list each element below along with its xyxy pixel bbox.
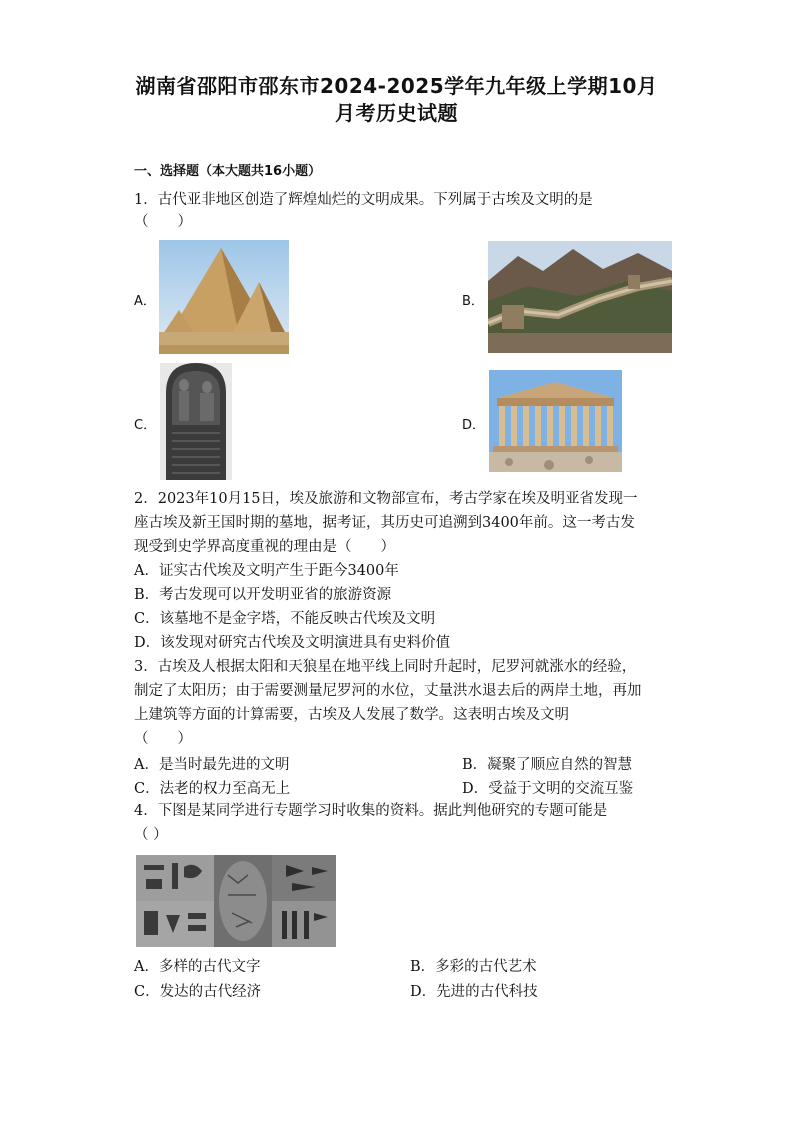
q3-option-d: D．受益于文明的交流互鉴 [462, 781, 634, 797]
q2-stem-line3: 现受到史学界高度重视的理由是（ ） [134, 539, 395, 555]
q2-option-b: B．考古发现可以开发明亚省的旅游资源 [134, 587, 392, 603]
q4-option-c: C．发达的古代经济 [134, 984, 262, 1000]
q3-stem-line2: 制定了太阳历；由于需要测量尼罗河的水位，丈量洪水退去后的两岸土地，再加 [134, 683, 642, 699]
q2-stem-line1: 2．2023年10月15日，埃及旅游和文物部宣布，考古学家在埃及明亚省发现一 [134, 491, 638, 507]
exam-title-line2: 月考历史试题 [335, 101, 458, 125]
q1-paren: （ ） [134, 214, 192, 230]
q1-option-d-label: D． [462, 418, 486, 433]
q4-option-a: A．多样的古代文字 [134, 959, 261, 975]
pyramids-photo [159, 240, 289, 354]
q3-paren: （ ） [134, 731, 192, 747]
section-heading: 一、选择题（本大题共16小题） [134, 164, 322, 179]
q3-stem-line3: 上建筑等方面的计算需要，古埃及人发展了数学。这表明古埃及文明 [134, 707, 569, 723]
hammurabi-stele-photo [160, 363, 232, 480]
q4-option-b: B．多彩的古代艺术 [410, 959, 537, 975]
q2-stem-line2: 座古埃及新王国时期的墓地，据考证，其历史可追溯到3400年前。这一考古发 [134, 515, 635, 531]
q2-option-d: D．该发现对研究古代埃及文明演进具有史料价值 [134, 635, 451, 651]
q4-stem: 4．下图是某同学进行专题学习时收集的资料。据此判他研究的专题可能是 [134, 803, 608, 819]
q2-option-a: A．证实古代埃及文明产生于距今3400年 [134, 563, 399, 579]
q1-option-b-label: B． [462, 294, 484, 309]
q1-stem: 1．古代亚非地区创造了辉煌灿烂的文明成果。下列属于古埃及文明的是 [134, 192, 593, 208]
q4-paren: （ ） [134, 827, 168, 843]
q3-option-c: C．法老的权力至高无上 [134, 781, 291, 797]
parthenon-photo [489, 370, 622, 472]
q2-option-c: C．该墓地不是金字塔，不能反映古代埃及文明 [134, 611, 436, 627]
q1-option-c-label: C． [134, 418, 157, 433]
q3-option-b: B．凝聚了顺应自然的智慧 [462, 757, 633, 773]
exam-title-line1: 湖南省邵阳市邵东市2024-2025学年九年级上学期10月 [135, 74, 658, 98]
q4-option-d: D．先进的古代科技 [410, 984, 538, 1000]
q3-option-a: A．是当时最先进的文明 [134, 757, 290, 773]
great-wall-photo [488, 241, 672, 353]
q3-stem-line1: 3．古埃及人根据太阳和天狼星在地平线上同时升起时，尼罗河就涨水的经验， [134, 659, 637, 675]
q1-option-a-label: A． [134, 294, 156, 309]
ancient-scripts-collage [136, 855, 336, 947]
